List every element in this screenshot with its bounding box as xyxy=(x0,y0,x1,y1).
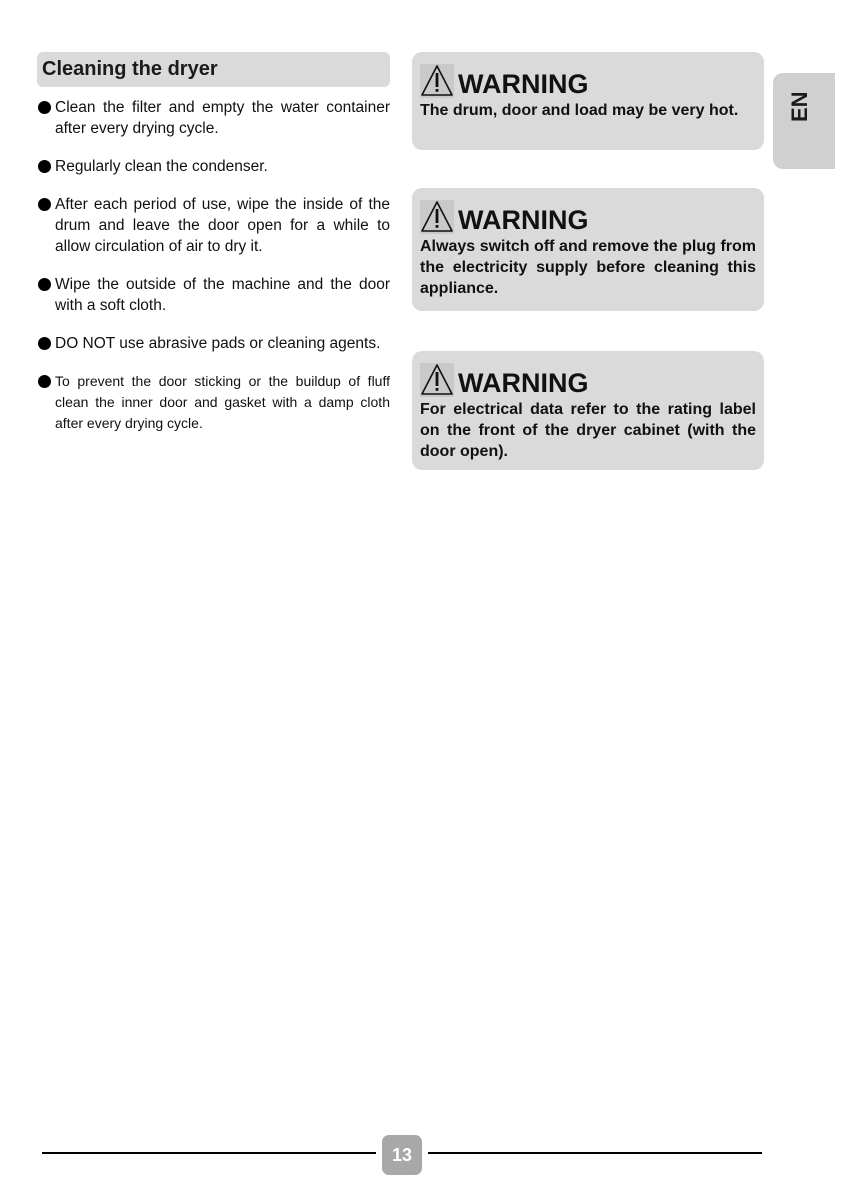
warning-title: WARNING xyxy=(458,69,589,99)
bullet-icon xyxy=(38,160,51,173)
list-item-text: Regularly clean the condenser. xyxy=(55,158,268,175)
list-item-text: To prevent the door sticking or the buildup of fluff clean the inner door and gasket with a damp cloth after every drying cycle. xyxy=(55,373,390,431)
list-item-text: After each period of use, wipe the inside of the drum and leave the door open for a while to allow circulation of air to dry it. xyxy=(55,196,390,255)
footer-rule-left xyxy=(42,1152,376,1154)
warning-box-unplug xyxy=(412,188,764,311)
bullet-icon xyxy=(38,278,51,291)
warning-box-electrical xyxy=(412,351,764,470)
section-title: Cleaning the dryer xyxy=(37,52,390,87)
list-item xyxy=(37,371,390,434)
warning-text: Always switch off and remove the plug from the electricity supply before cleaning this appliance. xyxy=(420,238,756,297)
bullet-icon xyxy=(38,101,51,114)
page-number: 13 xyxy=(382,1135,422,1175)
list-item xyxy=(37,97,390,139)
list-item xyxy=(37,194,390,257)
footer-rule-right xyxy=(428,1152,762,1154)
warning-box-hot xyxy=(412,52,764,150)
bullet-icon xyxy=(38,375,51,388)
list-item-text: Clean the filter and empty the water container after every drying cycle. xyxy=(55,99,390,137)
list-item xyxy=(37,156,390,177)
cleaning-instructions-list xyxy=(37,97,390,451)
warning-title: WARNING xyxy=(458,205,589,235)
language-tab-label: EN xyxy=(787,91,812,122)
warning-triangle-icon xyxy=(420,363,454,397)
list-item-text: DO NOT use abrasive pads or cleaning agents. xyxy=(55,335,381,352)
warning-title: WARNING xyxy=(458,368,589,398)
bullet-icon xyxy=(38,198,51,211)
warning-text: For electrical data refer to the rating label on the front of the dryer cabinet (with the door open). xyxy=(420,401,756,460)
warning-triangle-icon xyxy=(420,64,454,98)
list-item-text: Wipe the outside of the machine and the door with a soft cloth. xyxy=(55,276,390,314)
list-item xyxy=(37,333,390,354)
warning-text: The drum, door and load may be very hot. xyxy=(420,102,739,119)
bullet-icon xyxy=(38,337,51,350)
warning-triangle-icon xyxy=(420,200,454,234)
list-item xyxy=(37,274,390,316)
